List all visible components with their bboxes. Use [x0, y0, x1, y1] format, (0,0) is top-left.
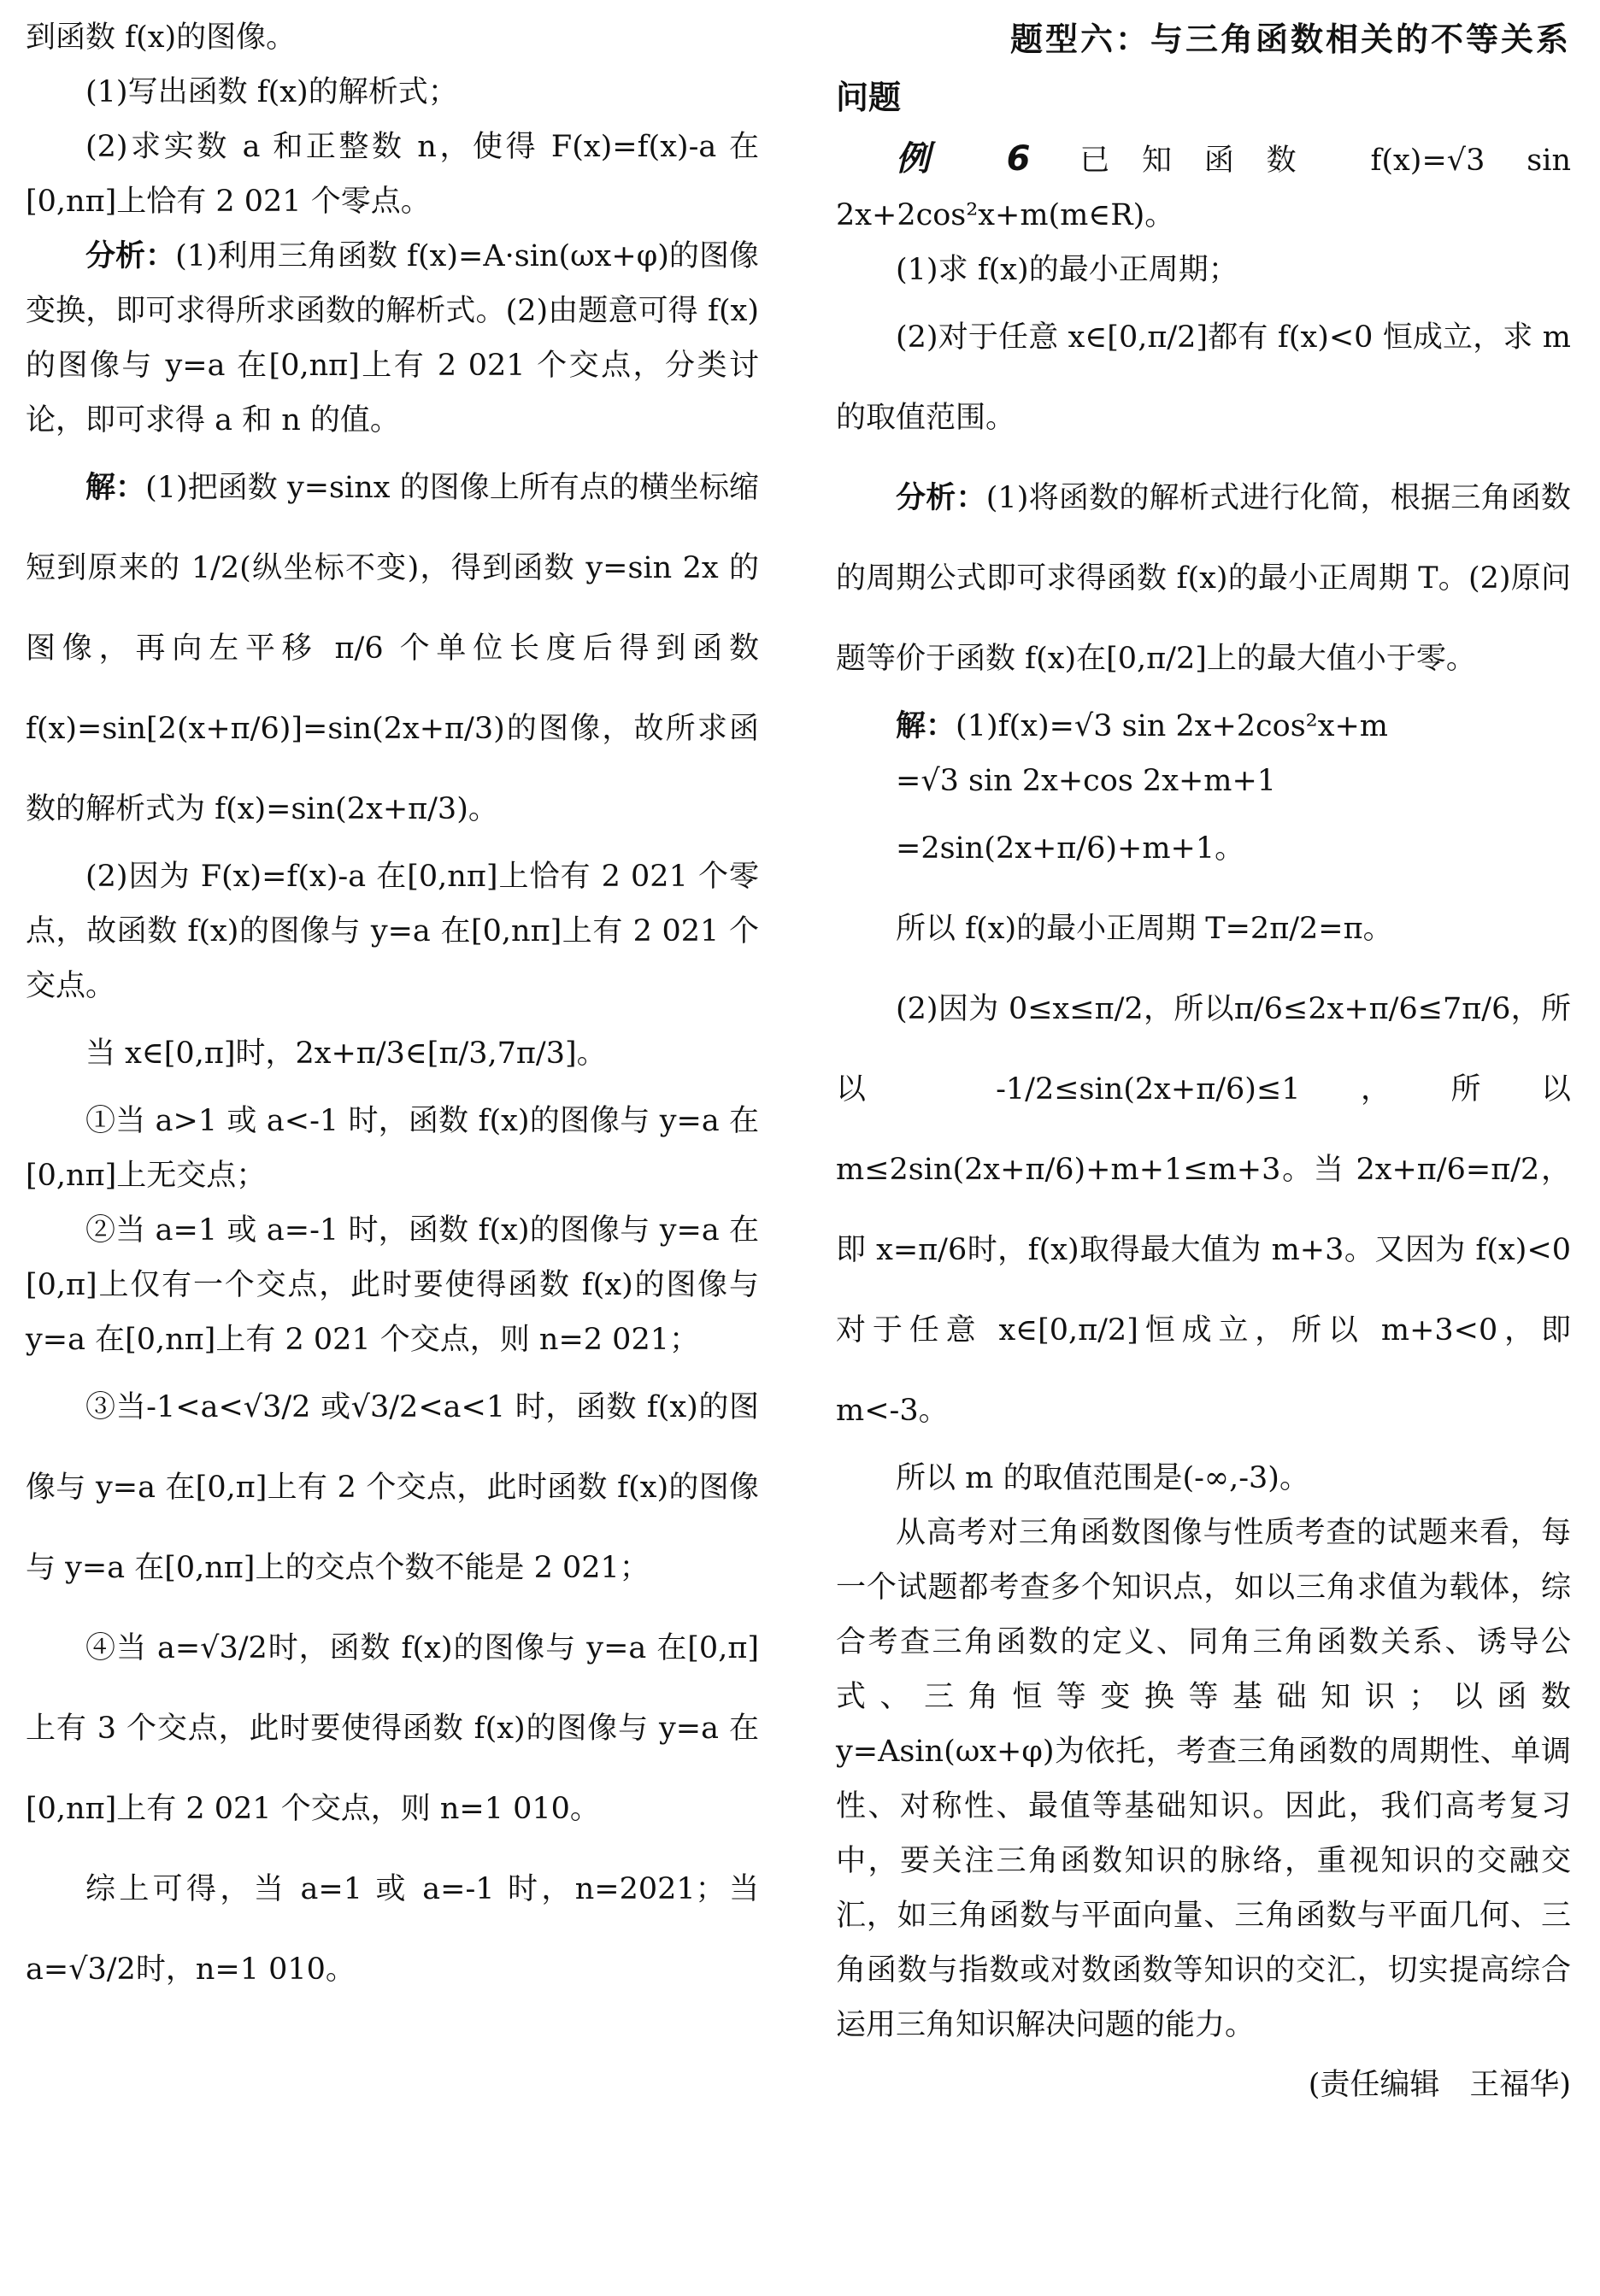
para-text: (1)将函数的解析式进行化简，根据三角函数的周期公式即可求得函数 f(x)的最小正周期 T。(2)原问题等价于函数 f(x)在[0,π/2]上的最大值小于零。 — [836, 481, 1571, 676]
para-text: 当 x∈[0,π]时，2x+π/3∈[π/3,7π/3]。 — [85, 1036, 607, 1071]
para-text: ④当 a=√3/2时，函数 f(x)的图像与 y=a 在[0,π]上有 3 个交点，此时要使得函数 f(x)的图像与 y=a 在[0,nπ]上有 2 021 个交点，则 n=1 010。 — [26, 1631, 759, 1826]
left-para-5 — [26, 849, 759, 1013]
left-conclusion — [26, 1849, 759, 2010]
right-para-4 — [836, 754, 1571, 808]
example-text: 已知函数 f(x)=√3 sin 2x+2cos²x+m(m∈R)。 — [836, 144, 1571, 232]
left-case-3 — [26, 1367, 759, 1608]
para-text: (2)因为 0≤x≤π/2，所以π/6≤2x+π/6≤7π/6，所以 -1/2≤sin(2x+π/6)≤1，所以 m≤2sin(2x+π/6)+m+1≤m+3。当 2x+π/6=π/2，即 x=π/6时，f(x)取得最大值为 m+3。又因为 f(x)<0 对于任意 x∈[0,π/2]恒成立，所以 m+3<0，即 m<-3。 — [836, 992, 1571, 1428]
analysis-label: 分析： — [85, 239, 176, 273]
para-text: ②当 a=1 或 a=-1 时，函数 f(x)的图像与 y=a 在[0,π]上仅有一个交点，此时要使得函数 f(x)的图像与 y=a 在[0,nπ]上有 2 021 个交点，则 n=2 021； — [26, 1213, 759, 1357]
heading-line-1: 题型六：与三角函数相关的不等关系 — [1009, 21, 1571, 58]
para-text: (1)写出函数 f(x)的解析式； — [85, 75, 458, 109]
right-para-7 — [836, 969, 1571, 1451]
right-para-0 — [836, 243, 1571, 297]
para-text: 所以 m 的取值范围是(-∞,-3)。 — [896, 1461, 1309, 1495]
para-text: (1)求 f(x)的最小正周期； — [896, 253, 1238, 287]
para-text: (2)求实数 a 和正整数 n，使得 F(x)=f(x)-a 在[0,nπ]上恰有 2 021 个零点。 — [26, 130, 760, 219]
left-case-4 — [26, 1608, 759, 1849]
right-para-9 — [836, 1506, 1571, 2052]
solution-label: 解： — [85, 471, 146, 505]
left-para-analysis — [26, 229, 759, 448]
right-para-solution — [836, 699, 1571, 754]
right-para-8 — [836, 1451, 1571, 1506]
para-text: =√3 sin 2x+cos 2x+m+1 — [896, 764, 1277, 798]
para-text: 综上可得，当 a=1 或 a=-1 时，n=2021；当 a=√3/2时，n=1 010。 — [26, 1872, 759, 1987]
para-text: 到函数 f(x)的图像。 — [26, 21, 297, 55]
analysis-label: 分析： — [896, 481, 986, 515]
right-column — [836, 10, 1571, 2112]
left-column — [26, 10, 759, 2010]
left-para-1 — [26, 65, 759, 120]
para-text: =2sin(2x+π/6)+m+1。 — [896, 831, 1245, 866]
para-text: (1)f(x)=√3 sin 2x+2cos²x+m — [956, 709, 1388, 743]
left-case-1 — [26, 1094, 759, 1203]
right-para-5 — [836, 808, 1571, 889]
para-text: ①当 a>1 或 a<-1 时，函数 f(x)的图像与 y=a 在[0,nπ]上无交点； — [26, 1104, 759, 1193]
example-label: 例 6 — [896, 139, 1031, 179]
para-text: (2)因为 F(x)=f(x)-a 在[0,nπ]上恰有 2 021 个零点，故函数 f(x)的图像与 y=a 在[0,nπ]上有 2 021 个交点。 — [26, 860, 759, 1003]
para-text: ③当-1<a<√3/2 或√3/2<a<1 时，函数 f(x)的图像与 y=a 在[0,π]上有 2 个交点，此时函数 f(x)的图像与 y=a 在[0,nπ]上的交点个数不能是 2 021； — [26, 1390, 759, 1585]
right-para-6 — [836, 889, 1571, 969]
right-para-1 — [836, 297, 1571, 458]
para-text: 所以 f(x)的最小正周期 T=2π/2=π。 — [896, 912, 1393, 946]
para-text: (2)对于任意 x∈[0,π/2]都有 f(x)<0 恒成立，求 m 的取值范围。 — [836, 320, 1571, 435]
para-text: 从高考对三角函数图像与性质考查的试题来看，每一个试题都考查多个知识点，如以三角求值为载体，综合考查三角函数的定义、同角三角函数关系、诱导公式、三角恒等变换等基础知识；以函数 y=Asin(ωx+φ)为依托，考查三角函数的周期性、单调性、对称性、最值等基础知识。因此，我们高考复习中，要关注三角函数知识的脉络，重视知识的交融交汇，如三角函数与平面向量、三角函数与平面几何、三角函数与指数或对数函数等知识的交汇，切实提高综合运用三角知识解决问题的能力。 — [836, 1516, 1571, 2042]
section-heading — [836, 10, 1571, 126]
para-text: (1)把函数 y=sinx 的图像上所有点的横坐标缩短到原来的 1/2(纵坐标不变)，得到函数 y=sin 2x 的图像，再向左平移 π/6 个单位长度后得到函数 f(x)=sin[2(x+π/6)]=sin(2x+π/3)的图像，故所求函数的解析式为 f(x)=sin(2x+π/3)。 — [26, 471, 759, 826]
editor-text: (责任编辑 王福华) — [1308, 2068, 1571, 2102]
example-statement — [836, 132, 1571, 243]
left-case-2 — [26, 1203, 759, 1367]
left-para-6 — [26, 1013, 759, 1094]
left-para-2 — [26, 120, 759, 229]
solution-label: 解： — [896, 709, 956, 743]
left-para-0 — [26, 10, 759, 65]
heading-line-2: 问题 — [836, 79, 902, 116]
left-para-solution — [26, 448, 759, 849]
para-text: (1)利用三角函数 f(x)=A·sin(ωx+φ)的图像变换，即可求得所求函数的解析式。(2)由题意可得 f(x)的图像与 y=a 在[0,nπ]上有 2 021 个交点，分类讨论，即可求得 a 和 n 的值。 — [26, 239, 759, 437]
right-para-analysis — [836, 458, 1571, 699]
editor-credit — [836, 2058, 1571, 2112]
